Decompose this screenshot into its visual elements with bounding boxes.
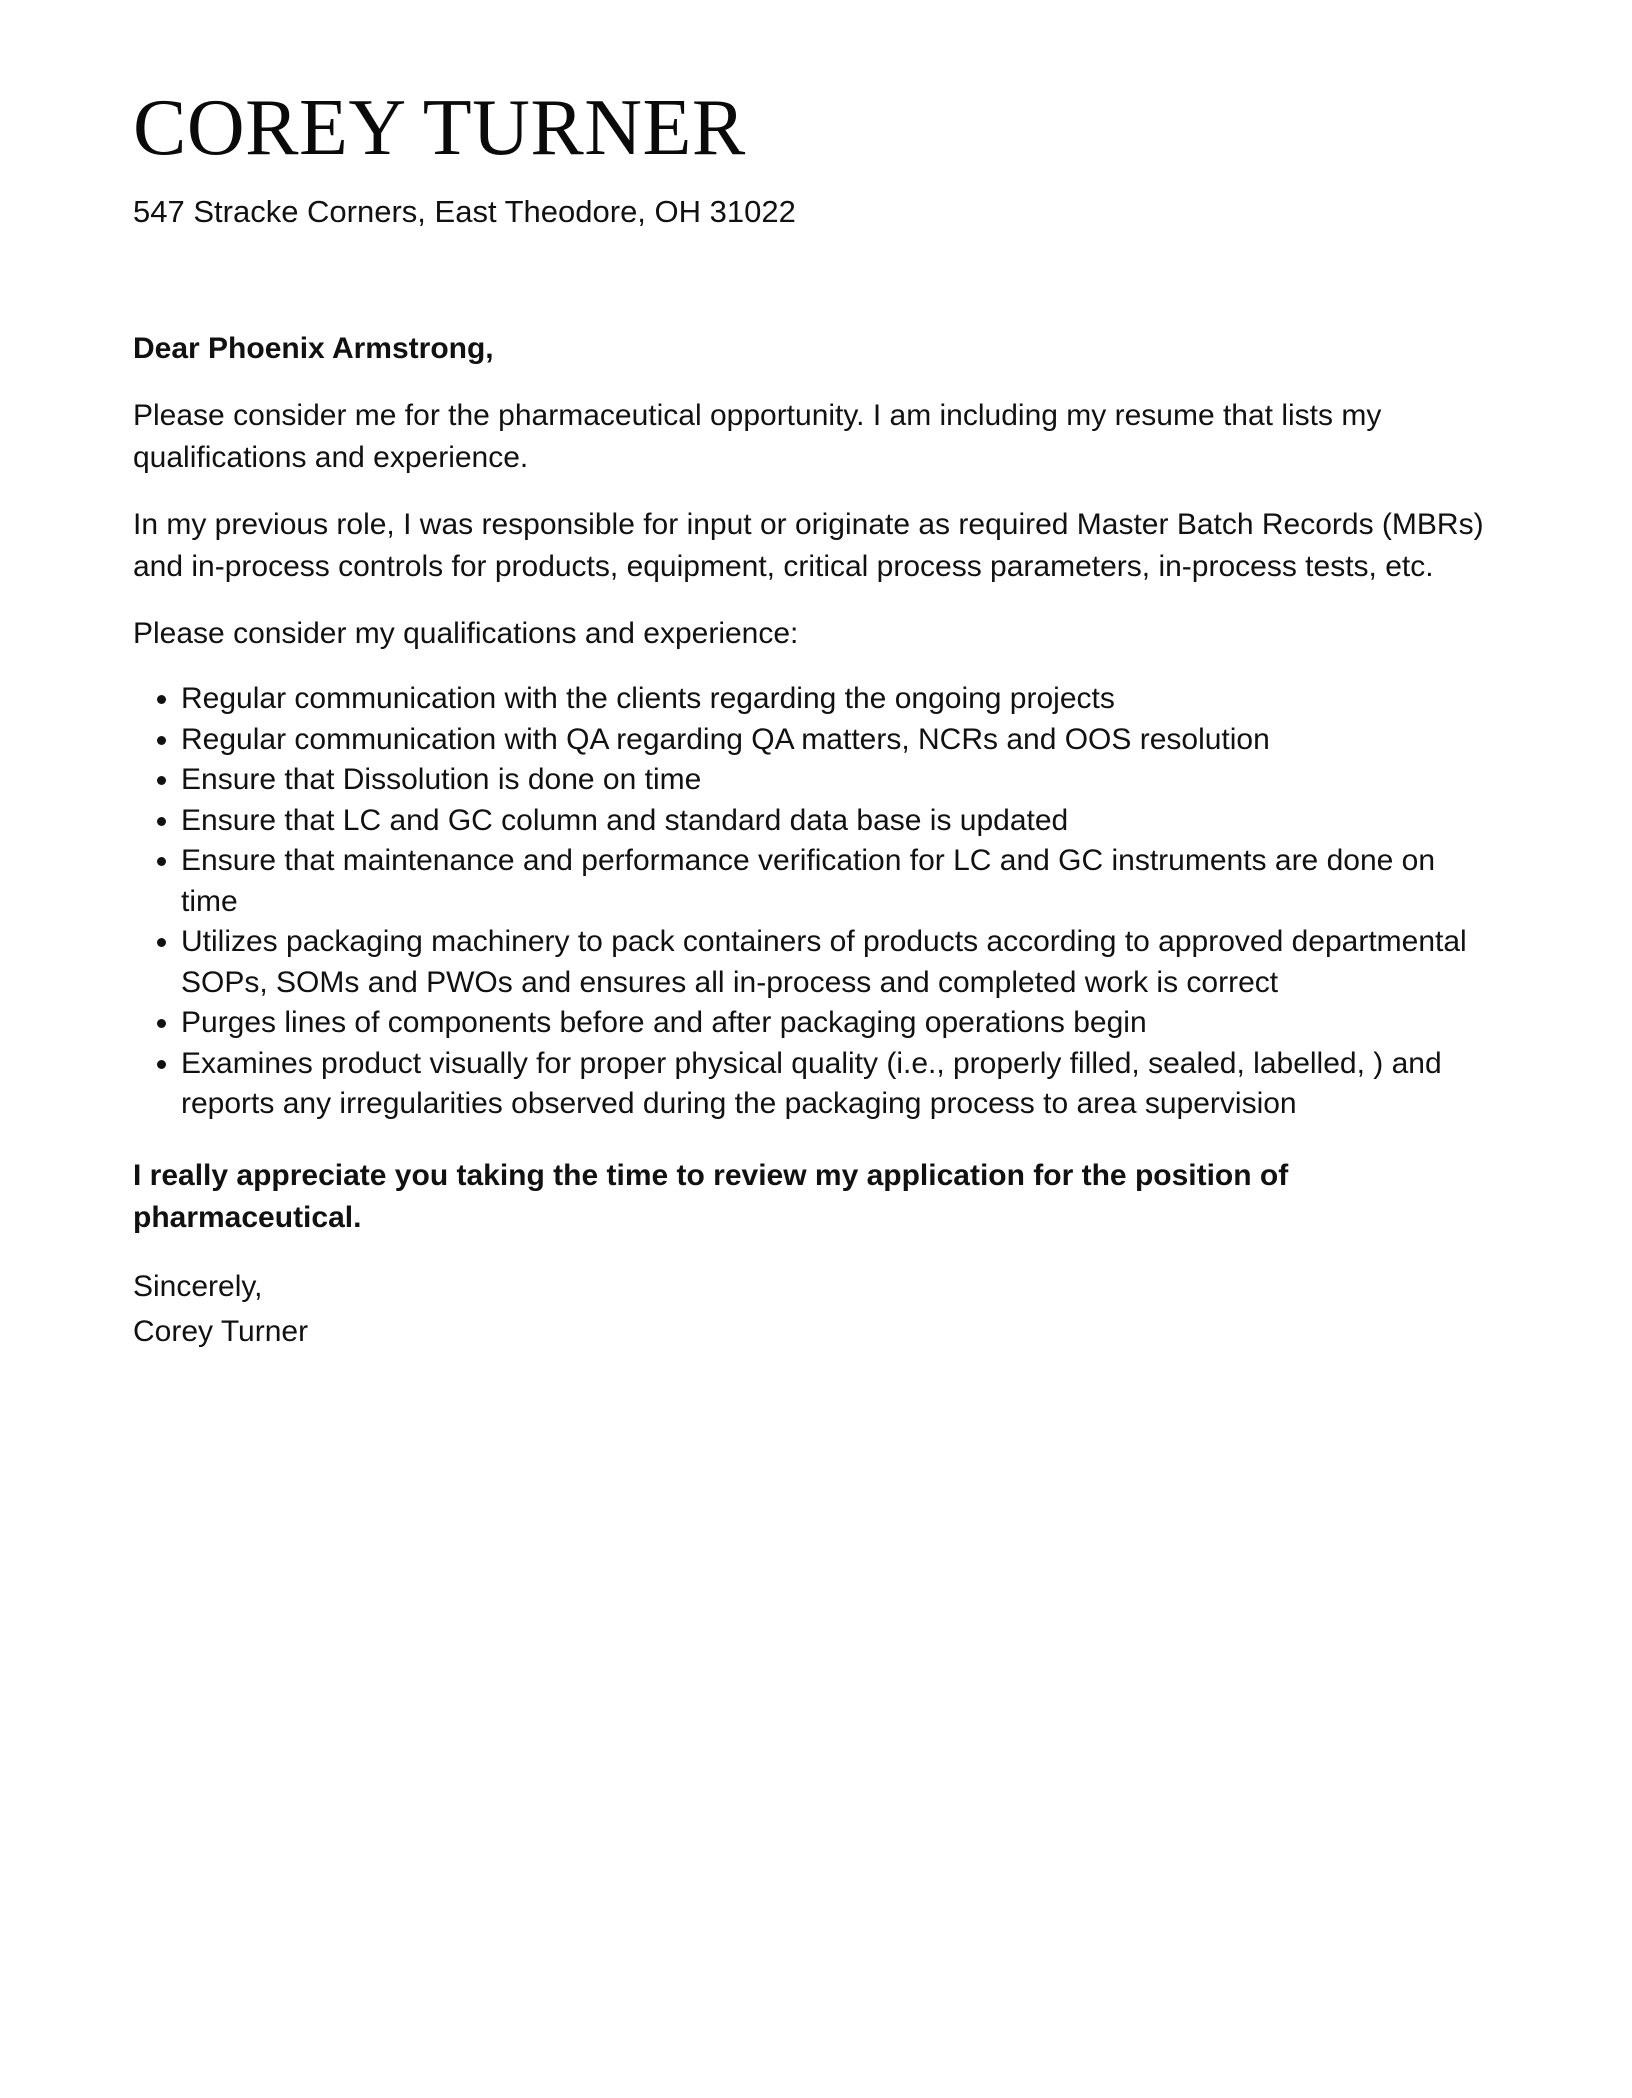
list-item: • Utilizes packaging machinery to pack containers of products according to approved departmental SOPs, SOMs and PWOs and ensures all in-process and completed work is correct [181,922,1499,1003]
experience-paragraph: In my previous role, I was responsible for input or originate as required Master Batch Records (MBRs) and in-process controls for products, equipment, critical process parameters, in-process tests, etc. [133,507,1484,583]
qualifications-list [133,679,1499,1125]
list-item: • Examines product visually for proper physical quality (i.e., properly filled, sealed, labelled, ) and reports any irregularities observed during the packaging process to area supervision [181,1044,1499,1125]
salutation: Dear Phoenix Armstrong, [133,332,494,365]
applicant-address: 547 Stracke Corners, East Theodore, OH 31022 [133,194,796,229]
closing-statement: I really appreciate you taking the time to review my application for the position of pharmaceutical. [133,1158,1289,1234]
signoff [133,1264,1499,1354]
list-item: • Purges lines of components before and after packaging operations begin [181,1003,1499,1044]
list-item: • Regular communication with QA regarding QA matters, NCRs and OOS resolution [181,720,1499,761]
qualifications-intro: Please consider my qualifications and experience: [133,616,799,650]
valediction: Sincerely, [133,1269,263,1303]
letter-body [133,328,1499,1378]
list-item: • Ensure that Dissolution is done on time [181,760,1499,801]
list-item: • Ensure that maintenance and performance verification for LC and GC instruments are done on time [181,841,1499,922]
list-item: • Ensure that LC and GC column and standard data base is updated [181,801,1499,842]
signature-name: Corey Turner [133,1314,309,1348]
list-item: • Regular communication with the clients regarding the ongoing projects [181,679,1499,720]
intro-paragraph: Please consider me for the pharmaceutical opportunity. I am including my resume that lists my qualifications and experience. [133,398,1382,474]
applicant-name: COREY TURNER [133,84,746,172]
